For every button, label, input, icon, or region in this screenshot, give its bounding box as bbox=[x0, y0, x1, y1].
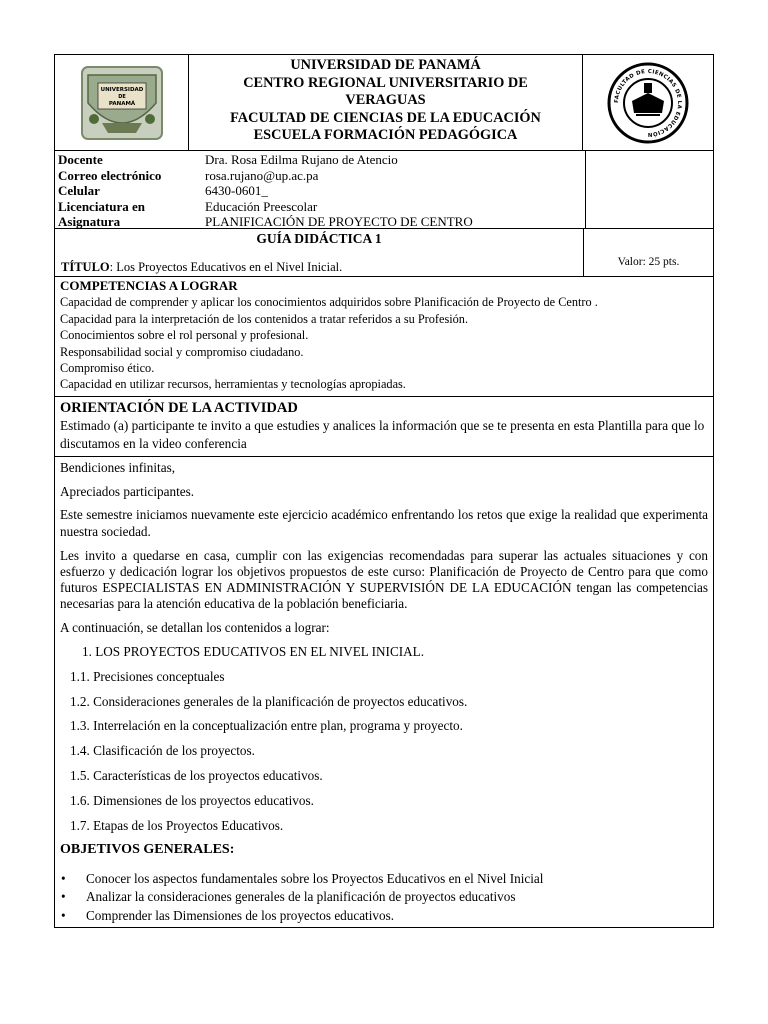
objetivo-item bbox=[60, 888, 708, 907]
competencia-item: Conocimientos sobre el rol personal y profesional. bbox=[60, 328, 309, 343]
heading-line: CENTRO REGIONAL UNIVERSITARIO DE bbox=[243, 74, 528, 91]
greeting: Bendiciones infinitas, bbox=[60, 459, 176, 475]
logo-text-1: UNIVERSIDAD bbox=[100, 86, 143, 93]
content-subitem: 1.5. Características de los proyectos educativos. bbox=[70, 768, 323, 783]
bullet: • bbox=[61, 907, 66, 923]
titulo-text: : Los Proyectos Educativos en el Nivel Inicial. bbox=[109, 260, 343, 274]
intro-paragraph: Este semestre iniciamos nuevamente este ejercicio académico enfrentando los retos que exige la realidad que experimenta nuestra sociedad. bbox=[60, 507, 708, 539]
main-content-item: 1. LOS PROYECTOS EDUCATIVOS EN EL NIVEL INICIAL. bbox=[82, 644, 425, 660]
competencia-item: Capacidad en utilizar recursos, herramientas y tecnologías apropiadas. bbox=[60, 377, 406, 392]
content-subitem: 1.4. Clasificación de los proyectos. bbox=[70, 743, 255, 759]
logo-text-3: PANAMÁ bbox=[108, 100, 135, 107]
heading-line: UNIVERSIDAD DE PANAMÁ bbox=[290, 57, 481, 73]
objetivos-list bbox=[60, 870, 708, 926]
competencia-item: Capacidad para la interpretación de los contenidos a tratar referidos a su Profesión. bbox=[60, 311, 469, 326]
faculty-seal bbox=[582, 55, 713, 150]
content-subitem: 1.3. Interrelación en la conceptualización entre plan, programa y proyecto. bbox=[70, 718, 463, 734]
docente-label: Docente bbox=[58, 152, 103, 167]
heading-line: VERAGUAS bbox=[345, 92, 426, 108]
objetivo-item bbox=[60, 870, 708, 889]
header-row bbox=[55, 55, 713, 151]
content-subitem: 1.2. Consideraciones generales de la planificación de proyectos educativos. bbox=[70, 693, 468, 709]
bullet: • bbox=[61, 889, 66, 905]
celular-value: 6430-0601_ bbox=[205, 183, 268, 198]
orientacion-text: Estimado (a) participante te invito a que estudies y analices la información que se te presenta en esta Plantilla para que lo discutamos en la video conferencia bbox=[60, 417, 705, 451]
guia-title: GUÍA DIDÁCTICA 1 bbox=[256, 231, 382, 246]
invitation-paragraph: Les invito a quedarse en casa, cumplir con las exigencias recomendadas para superar las actuales situaciones y con esfuerzo y dedicación lograr los objetivos propuestos de este curso: Planificación de Proyecto de Centro para que como futuros ESPECIALISTAS EN ADMINISTRACIÓN Y SUPERVISIÓN DE LA EDUCACIÓN tengan las competencias necesarias para la atención educativa de la población beneficiaria. bbox=[60, 547, 708, 612]
contents-intro: A continuación, se detallan los contenidos a lograr: bbox=[60, 620, 330, 636]
orientacion-section bbox=[55, 397, 713, 457]
heading-line: FACULTAD DE CIENCIAS DE LA EDUCACIÓN bbox=[230, 109, 541, 126]
objetivo-text: Comprender las Dimensiones de los proyectos educativos. bbox=[86, 907, 395, 923]
heading-line: ESCUELA FORMACIÓN PEDAGÓGICA bbox=[253, 127, 518, 143]
objetivos-heading: OBJETIVOS GENERALES: bbox=[60, 842, 235, 858]
competencias-section bbox=[55, 277, 713, 397]
objetivo-text: Conocer los aspectos fundamentales sobre los Proyectos Educativos en el Nivel Inicial bbox=[86, 870, 544, 886]
seal-text: FACULTAD DE CIENCIAS DE LA EDUCACIÓN bbox=[613, 68, 683, 137]
institution-heading bbox=[189, 55, 582, 150]
titulo-label: TÍTULO bbox=[61, 260, 110, 274]
docente-value: Dra. Rosa Edilma Rujano de Atencio bbox=[205, 152, 398, 167]
licenciatura-value: Educación Preescolar bbox=[205, 198, 318, 214]
competencias-heading: COMPETENCIAS A LOGRAR bbox=[60, 278, 238, 293]
celular-label: Celular bbox=[58, 183, 100, 198]
orientacion-heading: ORIENTACIÓN DE LA ACTIVIDAD bbox=[60, 399, 298, 416]
competencia-item: Compromiso ético. bbox=[60, 361, 155, 376]
content-subitem: 1.1. Precisiones conceptuales bbox=[70, 668, 225, 684]
licenciatura-label: Licenciatura en bbox=[58, 198, 146, 214]
salutation: Apreciados participantes. bbox=[60, 483, 195, 499]
info-blank-cell bbox=[585, 151, 713, 228]
university-logo bbox=[55, 55, 189, 150]
info-values bbox=[205, 151, 585, 228]
asignatura-label: Asignatura bbox=[58, 214, 121, 229]
correo-value: rosa.rujano@up.ac.pa bbox=[205, 167, 319, 183]
guia-cell bbox=[55, 229, 583, 276]
course-info-row bbox=[55, 151, 713, 229]
valor-cell: Valor: 25 pts. bbox=[583, 229, 713, 276]
objetivo-text: Analizar la consideraciones generales de la planificación de proyectos educativos bbox=[86, 889, 516, 905]
competencia-item: Capacidad de comprender y aplicar los conocimientos adquiridos sobre Planificación de Proyecto de Centro . bbox=[60, 295, 598, 310]
bullet: • bbox=[61, 870, 66, 886]
titulo-line bbox=[61, 260, 342, 275]
asignatura-value: PLANIFICACIÓN DE PROYECTO DE CENTRO bbox=[205, 214, 473, 229]
correo-label: Correo electrónico bbox=[58, 167, 162, 183]
content-subitem: 1.7. Etapas de los Proyectos Educativos. bbox=[70, 817, 284, 833]
body-section bbox=[55, 457, 713, 927]
logo-text-2: DE bbox=[117, 93, 126, 100]
guia-row bbox=[55, 229, 713, 277]
info-labels bbox=[55, 151, 205, 228]
competencia-item: Responsabilidad social y compromiso ciudadano. bbox=[60, 344, 304, 359]
content-subitem: 1.6. Dimensiones de los proyectos educativos. bbox=[70, 792, 314, 808]
objetivo-item bbox=[60, 907, 708, 926]
document-page bbox=[54, 54, 714, 928]
